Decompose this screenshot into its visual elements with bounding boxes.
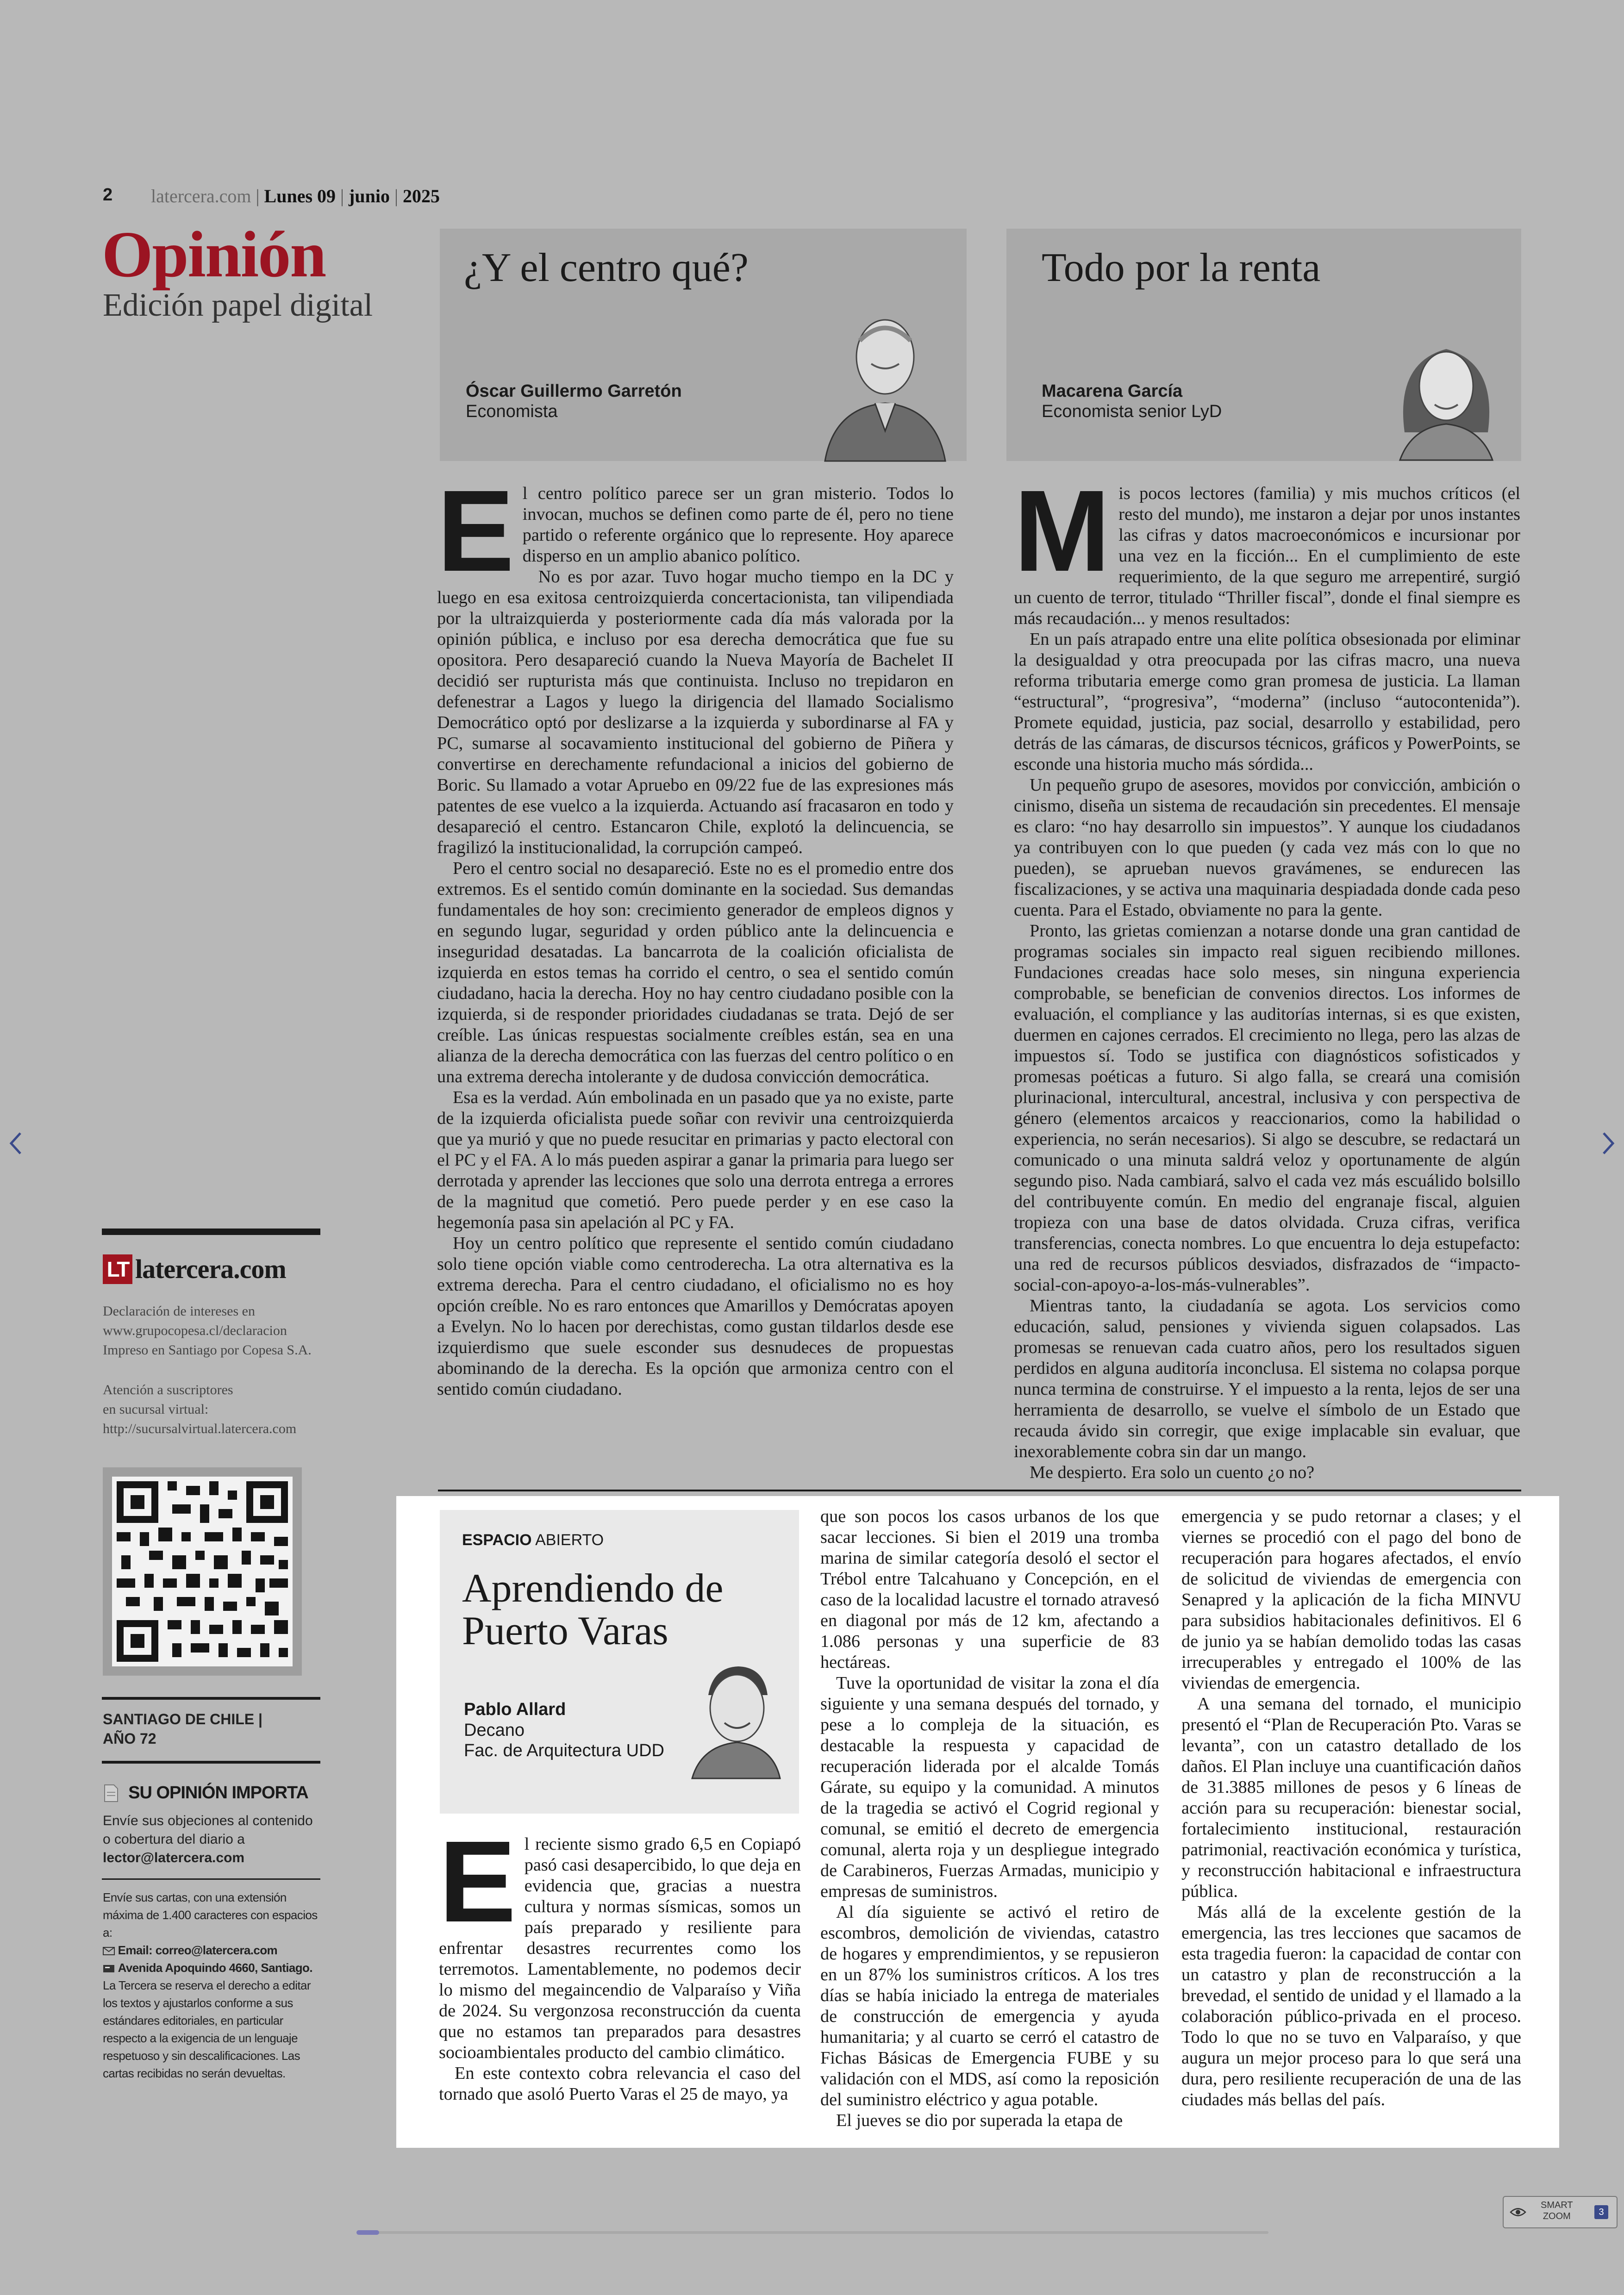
logo-text: latercera.com xyxy=(135,1254,286,1284)
author-portrait xyxy=(685,1653,787,1778)
article-paragraph: Pero el centro social no desapareció. Este no es el promedio entre dos extremos. Es el sentido común dominante en la sociedad. Sus demandas fundamentales de hoy son: crecimiento generador de empleos dignos y en segundo lugar, seguridad y orden público ante la delincuencia e inseguridad desatadas. La bancarrota de la coalición oficialista de izquierda en estos temas ha corrido el centro, o sea el sentido común ciudadano, hacia la derecha. Hoy no hay centro ciudadano posible con la izquierda, si de responder prioridades ciudadanas se trata. Dejó de ser creíble. Las únicas respuestas socialmente creíbles están, sea en una alianza de la derecha democrática con las fuerzas del centro político o en una extrema derecha intolerante y de dudosa convicción democrática. xyxy=(437,859,954,1086)
sidebar-rule xyxy=(102,1229,320,1235)
subscribers-line: http://sucursalvirtual.latercera.com xyxy=(103,1421,297,1436)
article-body-left xyxy=(437,466,954,1474)
chevron-left-icon[interactable] xyxy=(6,1129,25,1165)
author-name: Pablo Allard xyxy=(464,1700,566,1719)
opinion-email[interactable]: lector@latercera.com xyxy=(103,1850,245,1865)
article-paragraph: l centro político parece ser un gran misterio. Todos lo invocan, muchos se definen como parte de él, pero no tiene partido o referente orgánico que lo represente. Hoy aparece disperso en un amplio abanico político. xyxy=(522,484,954,566)
article-paragraph: Más allá de la excelente gestión de la emergencia, las tres lecciones que sacamos de esta tragedia fueron: la capacidad de contar con un catastro y plan de reconstrucción a la brevedad, el sentido de unidad y el llamado a la colaboración público-privada en el proceso. Todo lo que no se tuvo en Valparaíso, y que augura un mejor proceso para lo que será una dura, pero resiliente recuperación de una de las ciudades más bellas del país. xyxy=(1181,1902,1521,2109)
author-portrait xyxy=(1386,321,1506,460)
subscribers-line: Atención a suscriptores xyxy=(103,1382,233,1397)
box-article-col-2 xyxy=(820,1506,1159,2130)
letters-block xyxy=(103,1889,324,2082)
opinion-heading: SU OPINIÓN IMPORTA xyxy=(128,1783,308,1802)
article-paragraph: Pronto, las grietas comienzan a notarse donde una gran cantidad de programas sociales sin impacto real siguen recibiendo millones. Fundaciones creadas hace solo meses, sin ninguna experiencia comprobable, se benefician de convenios directos. Los informes de evaluación, el compliance y las auditorías internas, si es que existen, duermen en cajones cerrados. El crecimiento no llega, pero las alzas de impuestos sí. Todo se justifica con diagnósticos sofisticados y promesas poéticas a futuro. Si algo falla, se creará una comisión plurinacional, intercultural, ancestral, inclusiva y con perspectiva de género (elementos arcaicos y reaccionarios, como la habilidad o experiencia, no serán necesarios). Si algo se descubre, se redactará un comunicado o una minuta saldrá veloz y oportunamente de algún segundo piso. Nada cambiará, salvo el cada vez más escuálido bolsillo del contribuyente común. En medio del engranaje fiscal, alguien tropieza con una base de datos olvidada. Cruza cifras, verifica transferencias, conecta nombres. Lo que encuentra lo deja estupefacto: una red de recursos públicos desviados, disfrazados de “impacto-social-con-apoyo-a-los-más-vulnerables”. xyxy=(1014,921,1520,1295)
article-paragraph: Mientras tanto, la ciudadanía se agota. Los servicios como educación, salud, pensiones y vivienda siguen colapsados. Las promesas se renuevan cada cuatro años, pero los resultados siguen perdidos en alguna auditoría inconclusa. El sistema no colapsa porque nunca termina de construirse. Y el impuesto a la renta, lejos de ser una herramienta de desarrollo, se vuelve el símbolo de un Estado que recauda ávido sin corregir, que exige implacable sin evaluar, que inexorablemente cobra sin dar un mango. xyxy=(1014,1296,1520,1461)
year-line: AÑO 72 xyxy=(103,1730,156,1747)
chevron-right-icon[interactable] xyxy=(1599,1129,1618,1165)
article-paragraph: Me despierto. Era solo un cuento ¿o no? xyxy=(1030,1463,1315,1482)
page-progress-thumb[interactable] xyxy=(356,2230,379,2235)
article-paragraph: Al día siguiente se activó el retiro de escombros, demolición de viviendas, catastro de hogares y emprendimientos, y se repusieron en un 87% los suministros críticos. A los tres días se había iniciado la entrega de materiales de construcción de emergencia y ayuda humanitaria; y al cuarto se cerró el catastro de Fichas Básicas de Emergencia FUBE y su validación con el MDS, así como la reposición del suministro eléctrico y agua potable. xyxy=(820,1902,1159,2109)
dateline: latercera.com | Lunes 09 | junio | 2025 xyxy=(151,186,440,206)
disclaimer: La Tercera se reserva el derecho a editar los textos y ajustarlos conforme a sus estándares editoriales, en particular respecto a la exigencia de un lenguaje respetuoso y sin descalificaciones. Las cartas recibidas no serán devueltas. xyxy=(103,1978,311,2080)
letters-text: Envíe sus cartas, con una extensión máxima de 1.400 caracteres con espacios a: xyxy=(103,1890,318,1940)
author-portrait xyxy=(816,308,955,461)
article-paragraph: emergencia y se pudo retornar a clases; y el viernes se procedió con el pago del bono de recuperación para hogares afectados, el envío de solicitud de viviendas de emergencia con Senapred y la aplicación de la ficha MINVU para subsidios habitacionales definitivos. El 6 de junio ya se habían demolido todas las casas irrecuperables y entregado el 100% de las viviendas de emergencia. xyxy=(1181,1507,1521,1693)
envelope-icon xyxy=(103,1946,115,1956)
dateline-year: 2025 xyxy=(403,186,440,206)
logo-mark: LT xyxy=(103,1254,132,1284)
drop-cap: E xyxy=(437,466,514,595)
article-paragraph: l reciente sismo grado 6,5 en Copiapó pasó casi desapercibido, lo que deja en evidencia que, gracias a nuestra cultura y normas sísmicas, somos un país preparado y resiliente para enfrentar desastres recurrentes como los terremotos. Lamentablemente, no podemos decir lo mismo del megaincendio de Valparaíso y Viña de 2024. Su vergonzosa reconstrucción da cuenta que no estamos tan preparados para desastres socioambientales producto del cambio climático. xyxy=(439,1834,801,2062)
sidebar-thin-rule xyxy=(102,1878,320,1880)
opinion-heading-row xyxy=(103,1783,308,1803)
article-title: ¿Y el centro qué? xyxy=(464,245,749,290)
letters-address: Avenida Apoquindo 4660, Santiago. xyxy=(118,1961,312,1975)
section-subtitle: Edición papel digital xyxy=(103,287,373,323)
letters-address-row xyxy=(103,1959,324,1977)
dateline-month: junio xyxy=(349,186,390,206)
author-role: Economista xyxy=(466,402,558,421)
section-title: Opinión xyxy=(102,218,326,291)
author-role: Economista senior LyD xyxy=(1042,402,1222,421)
article-paragraph: No es por azar. Tuvo hogar mucho tiempo en la DC y luego en esa exitosa centroizquierda concertacionista, tan vilipendiada por la ultraizquierda y posteriormente cada día más valorada por la opinión pública, e incluso por esa derecha democrática que fue su opositora. Pero desapareció cuando la Nueva Mayoría de Bachelet II decidió ser rupturista más que continuista. Incluso no trepidaron en defenestrar a Lagos y luego la dirigencia del llamado Socialismo Democrático optó por deslizarse a la izquierda y subordinarse al FA y PC, sumarse al socavamiento institucional del gobierno de Piñera y convertirse en derechamente refundacional a inicios del gobierno de Boric. Su llamado a votar Apruebo en 09/22 fue de las expresiones más patentes de ese vuelco a la izquierda. Actuando así fracasaron en todo y desapareció el centro. Estancaron Chile, explotó la delincuencia, se fragilizó la institucionalidad, la corrupción campeó. xyxy=(437,567,954,857)
opinion-text: Envíe sus objeciones al contenido o cobertura del diario a lector@latercera.com xyxy=(103,1812,321,1867)
drop-cap: E xyxy=(439,1817,516,1946)
declaration-block xyxy=(103,1302,312,1360)
article-paragraph: A una semana del tornado, el municipio presentó el “Plan de Recuperación Pto. Varas se levanta”, con un catastro detallado de los daños. El Plan incluye una cuantificación daños de 31.3885 millones de pesos y 6 líneas de acción para su recuperación: bienestar social, fortalecimiento institucional, restauración patrimonial, reactivación económica y turística, y reconstrucción habitacional e infraestructura pública. xyxy=(1181,1694,1521,1901)
article-paragraph: El jueves se dio por superada la etapa de xyxy=(836,2111,1123,2130)
article-paragraph: Tuve la oportunidad de visitar la zona el día siguiente y una semana después del tornado, y pese a lo compleja de la situación, es destacable la respuesta y capacidad de recuperación liderada por el alcalde Tomás Gárate, su equipo y la comunidad. A minutos de la tragedia se activó el Cogrid regional y comunal, se emitió el decreto de emergencia comunal, alerta roja y un despliegue integrado de Carabineros, Fuerzas Armadas, municipio y empresas de suministros. xyxy=(820,1673,1159,1901)
subscribers-block xyxy=(103,1380,296,1439)
dateline-site: latercera.com xyxy=(151,186,251,206)
letters-email[interactable]: correo@latercera.com xyxy=(155,1943,278,1957)
qr-code-icon xyxy=(103,1467,302,1676)
drop-cap: M xyxy=(1014,466,1111,595)
latercera-logo xyxy=(103,1254,286,1285)
smart-zoom-button[interactable] xyxy=(1503,2196,1618,2228)
article-paragraph: Esa es la verdad. Aún embolinada en un pasado que ya no existe, parte de la izquierda oficialista puede soñar con revivir una centroizquierda que ya murió y que no puede resucitar en primarias y pacto electoral con el PC y el FA. A lo más pueden aspirar a ganar la primaria para luego ser derrotada y aprender las lecciones que solo una derrota entrega a errores de la magnitud que cometió. Pero puede perder y en ese caso la hegemonía pasa sin apelación al PC y FA. xyxy=(437,1088,954,1232)
letters-email-label: Email: xyxy=(118,1943,153,1957)
article-paragraph: is pocos lectores (familia) y mis muchos críticos (el resto del mundo), me instaron a dejar por unos instantes las cifras y datos macroeconómicos e incursionar por una vez en la ficción... En el cumplimiento de este requerimiento, de la que seguro me arrepentiré, surgió un cuento de terror, titulado “Thriller fiscal”, donde el final siempre es más recaudación... y menos resultados: xyxy=(1014,484,1520,628)
article-paragraph: En este contexto cobra relevancia el caso del tornado que asoló Puerto Varas el 25 de mayo, ya xyxy=(439,2064,801,2104)
zoom-label: SMART ZOOM xyxy=(1541,2200,1573,2221)
article-paragraph: En un país atrapado entre una elite política obsesionada por eliminar la desigualdad y otra preocupada por las cifras macro, una nueva reforma tributaria emerge como gran promesa de justicia. La llaman “estructural”, “progresiva”, “moderna” (incluso “autocontenida”). Promete equidad, justicia, paz social, desarrollo y estabilidad, pero detrás de las cámaras, de discursos técnicos, gráficos y PowerPoints, se esconde una historia mucho más sórdida... xyxy=(1014,630,1520,774)
declaration-line: Declaración de intereses en xyxy=(103,1303,255,1319)
article-paragraph: Hoy un centro político que represente el sentido común ciudadano solo tiene opción viable como centroderecha. La otra alternativa es la extrema derecha. Para el centro ciudadano, el oficialismo no es hoy opción creíble. No es raro entonces que Amarillos y Demócratas apoyen a Evelyn. No lo hacen por derechistas, como gustan tildarlos desde ese izquierdismo que suele esconder sus desnudeces de propuestas abominando de la derecha. Es la opción que armoniza centro con el sentido común ciudadano. xyxy=(437,1234,954,1399)
page-number: 2 xyxy=(103,185,113,205)
author-name: Macarena García xyxy=(1042,381,1183,401)
section-divider xyxy=(438,1490,1521,1491)
zoom-badge: 3 xyxy=(1594,2205,1608,2219)
kicker: ESPACIO ABIERTO xyxy=(462,1531,604,1549)
document-icon xyxy=(103,1784,119,1802)
subscribers-line: en sucursal virtual: xyxy=(103,1402,209,1417)
author-name: Óscar Guillermo Garretón xyxy=(466,381,682,401)
declaration-line: www.grupocopesa.cl/declaracion xyxy=(103,1323,287,1338)
article-title: Todo por la renta xyxy=(1042,245,1321,290)
article-body-right xyxy=(1014,466,1520,1482)
eye-icon xyxy=(1510,2207,1526,2217)
sidebar-rule xyxy=(102,1761,320,1764)
op-ed-header-right xyxy=(1006,229,1521,461)
op-ed-header-left xyxy=(440,229,967,461)
box-article-col-3 xyxy=(1181,1506,1521,2113)
box-article-col-1 xyxy=(439,1817,801,2112)
box-title: Aprendiendo de Puerto Varas xyxy=(462,1566,724,1653)
letters-email-row xyxy=(103,1941,324,1959)
article-paragraph: Un pequeño grupo de asesores, movidos por convicción, ambición o cinismo, diseña un sistema de recaudación sin precedentes. El mensaje es claro: “no hay desarrollo sin impuestos”. Y aunque los ciudadanos ya contribuyen con lo que pueden (y cada vez más con lo que no pueden), se aprueban nuevos gravámenes, se endurecen las fiscalizaciones, y se activa una maquinaria despiadada donde cada peso cuenta. Para el Estado, obviamente no para la gente. xyxy=(1014,775,1520,920)
author-role: Decano Fac. de Arquitectura UDD xyxy=(464,1721,664,1760)
declaration-line: Impreso en Santiago por Copesa S.A. xyxy=(103,1342,312,1358)
dateline-day: Lunes 09 xyxy=(264,186,336,206)
page-progress-track[interactable] xyxy=(356,2231,1268,2234)
article-paragraph: que son pocos los casos urbanos de los que sacar lecciones. Si bien el 2019 una tromba marina de similar categoría desoló el sector el Trébol entre Talcahuano y Concepción, en el caso de la localidad lacustre el tornado atravesó en diagonal por más de 12 km, afectando a 1.086 personas y una superficie de 83 hectáreas. xyxy=(820,1507,1159,1672)
city-line: SANTIAGO DE CHILE | xyxy=(103,1711,262,1727)
box-article-header xyxy=(440,1510,799,1814)
mailbox-icon xyxy=(103,1964,115,1973)
sidebar-rule xyxy=(102,1697,320,1700)
